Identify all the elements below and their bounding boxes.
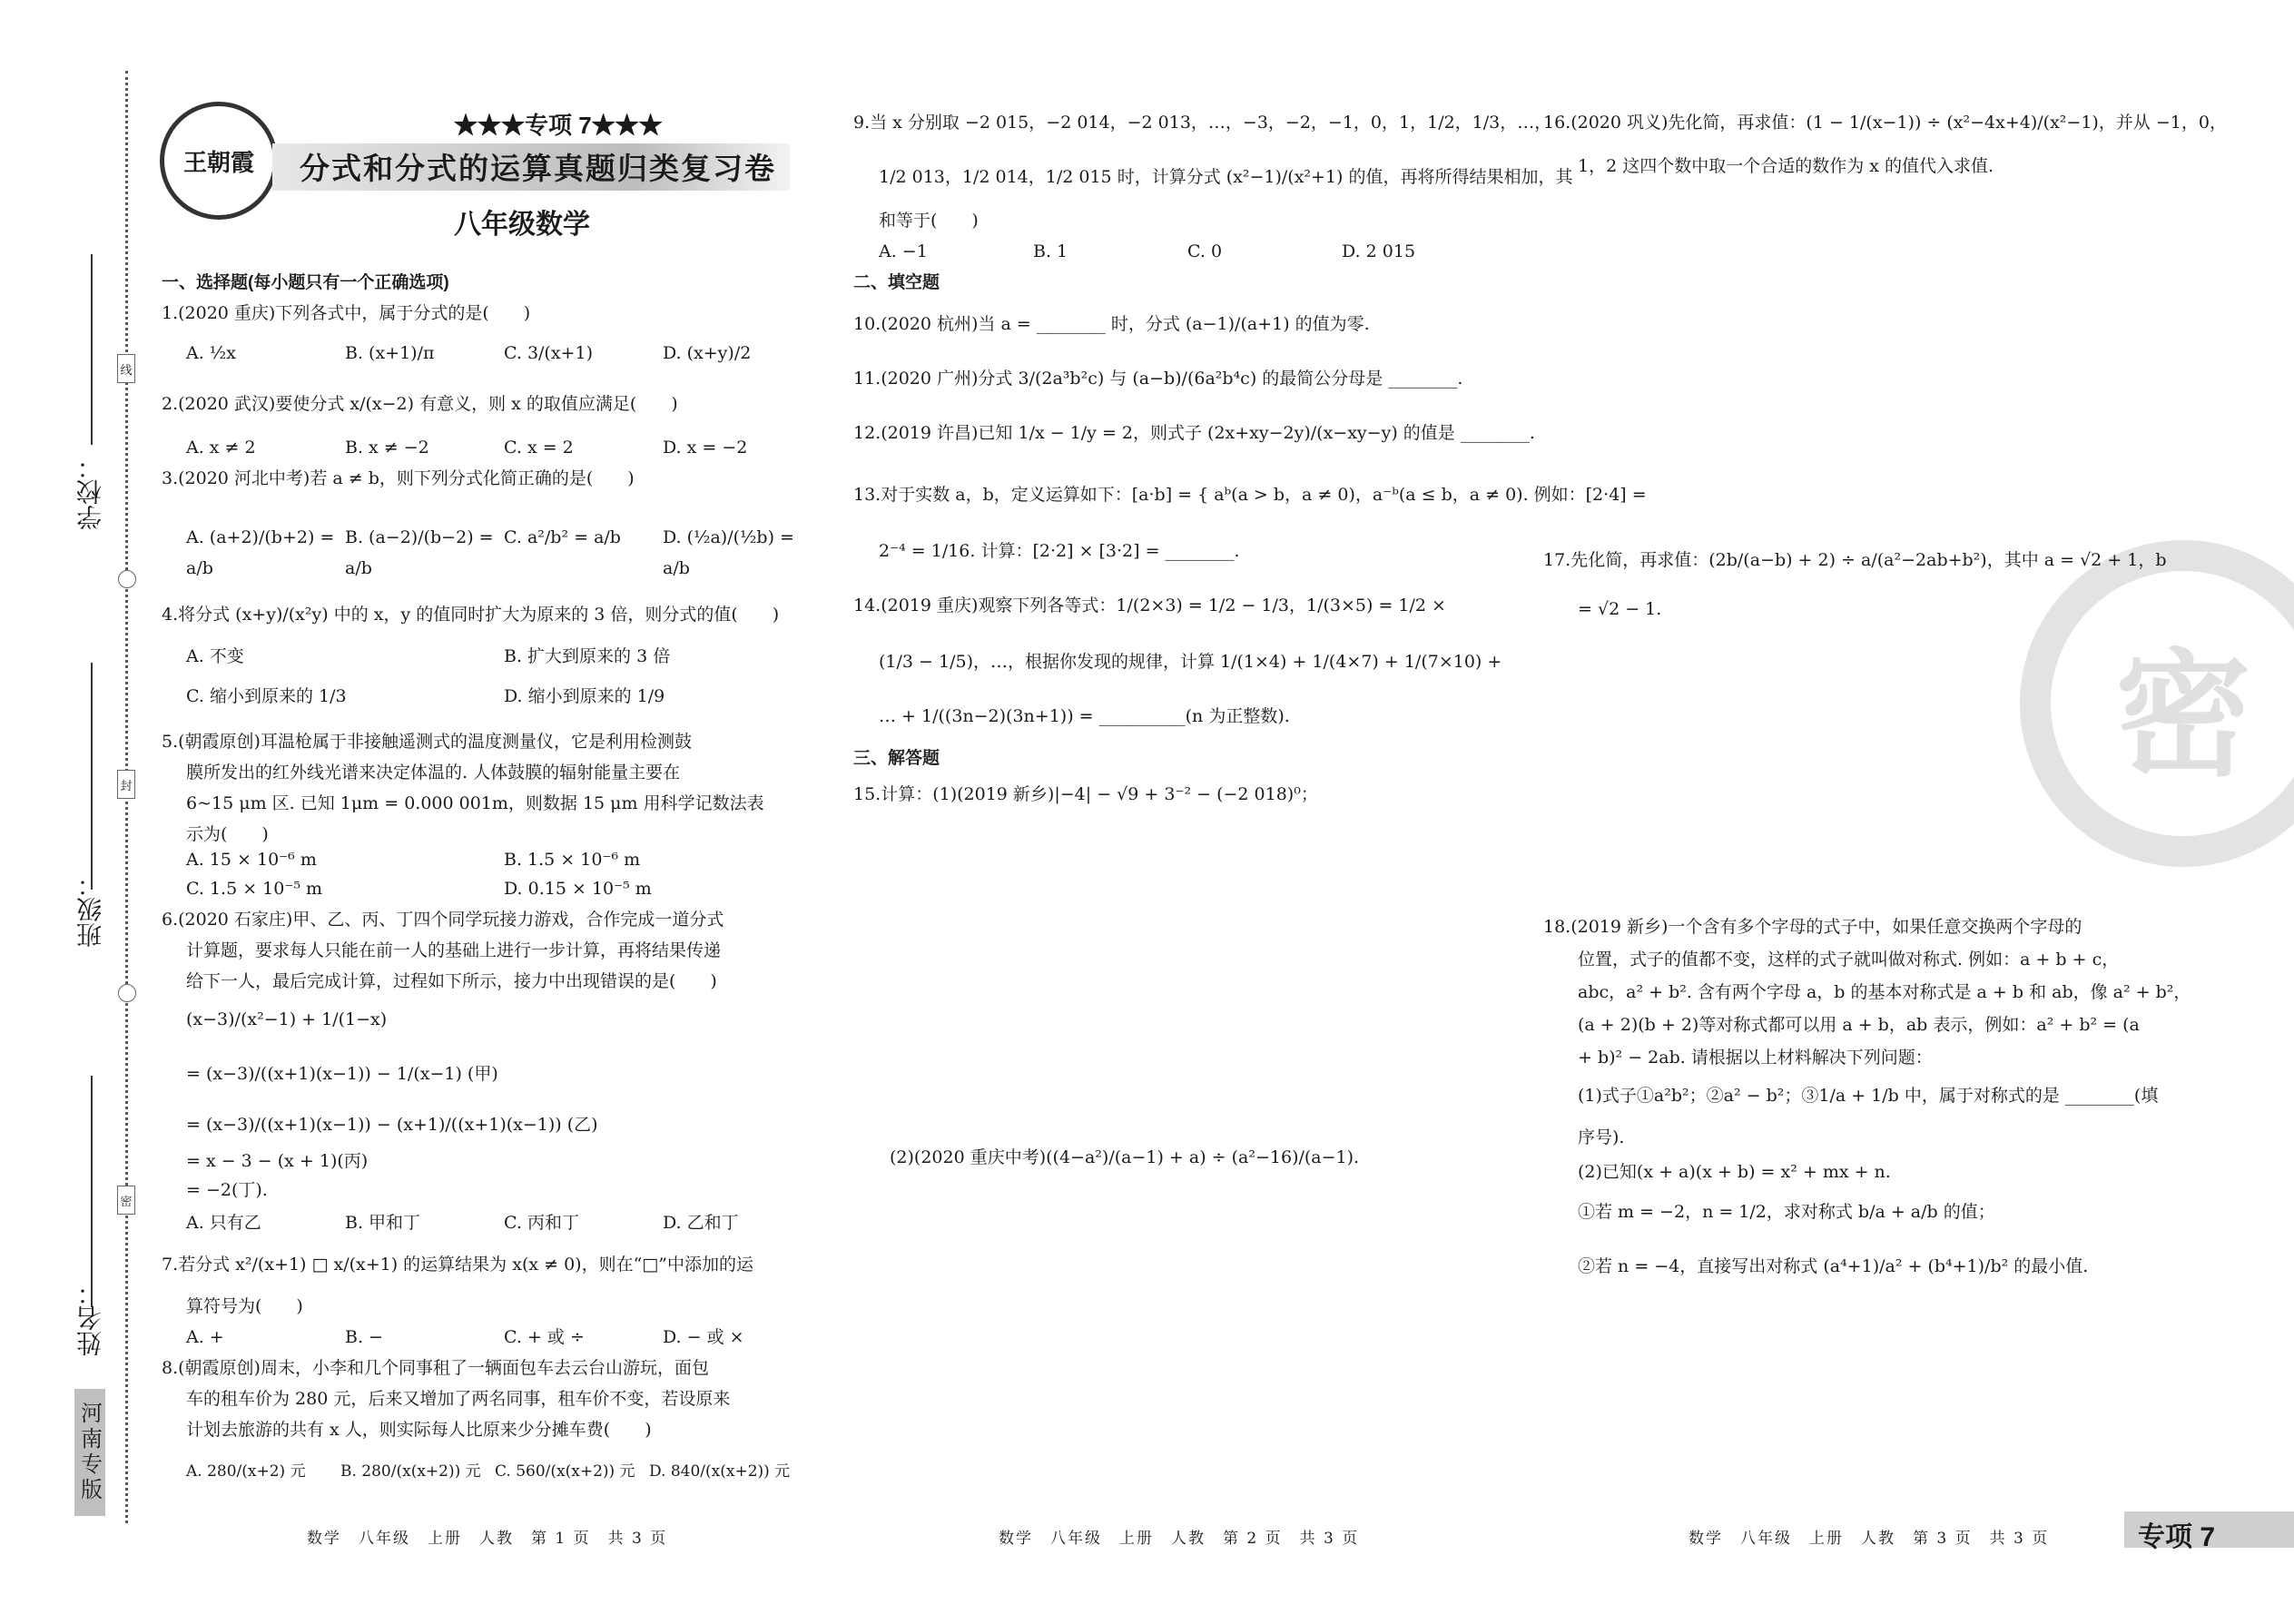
- question-10: 10.(2020 杭州)当 a = ________ 时，分式 (a−1)/(a+1) 的值为零.: [853, 314, 1370, 334]
- option: D. 乙和丁: [663, 1213, 739, 1233]
- option: C. 丙和丁: [504, 1213, 579, 1233]
- footer-page-2: 数学 八年级 上册 人教 第 2 页 共 3 页: [999, 1530, 1360, 1548]
- option: D. 2 015: [1342, 241, 1416, 261]
- question-2-options: [186, 432, 803, 463]
- section-choice-heading: 一、选择题(每小题只有一个正确选项): [162, 273, 449, 292]
- question-18-line: 位置，式子的值都不变，这样的式子就叫做对称式. 例如：a + b + c，: [1578, 950, 2120, 969]
- option: B. 1: [1033, 241, 1068, 261]
- question-6-line: 6.(2020 石家庄)甲、乙、丙、丁四个同学玩接力游戏，合作完成一道分式: [162, 910, 724, 930]
- question-16-line: 16.(2020 巩义)先化简，再求值：(1 − 1/(x−1)) ÷ (x²−4x+4)/(x²−1)，并从 −1，0，: [1543, 113, 2227, 133]
- question-4-options-row1: [186, 641, 803, 672]
- question-18-line: (1)式子①a²b²；②a² − b²；③1/a + 1/b 中，属于对称式的是 ________(填: [1578, 1086, 2159, 1106]
- option: C. 缩小到原来的 1/3: [186, 686, 347, 706]
- question-6-options: [186, 1207, 803, 1238]
- question-5-line: 5.(朝霞原创)耳温枪属于非接触遥测式的温度测量仪，它是利用检测鼓: [162, 732, 692, 752]
- question-12: 12.(2019 许昌)已知 1/x − 1/y = 2，则式子 (2x+xy−2y)/(x−xy−y) 的值是 ________.: [853, 423, 1535, 443]
- option: B. (x+1)/π: [345, 343, 435, 363]
- option: A. x ≠ 2: [186, 438, 256, 458]
- option: A. +: [186, 1327, 224, 1347]
- question-14-line: 14.(2019 重庆)观察下列各等式：1/(2×3) = 1/2 − 1/3，1/(3×5) = 1/2 ×: [853, 595, 1446, 615]
- option: B. x ≠ −2: [345, 438, 429, 458]
- question-1: 1.(2020 重庆)下列各式中，属于分式的是( ): [162, 303, 531, 323]
- mark-mi: 密: [117, 1186, 135, 1215]
- brand-logo: 王朝霞: [160, 102, 278, 220]
- question-7-options: [186, 1322, 803, 1353]
- option: C. 0: [1187, 241, 1223, 261]
- school-label: 学校：: [76, 454, 104, 530]
- option: D. (½a)/(½b) = a/b: [663, 527, 794, 578]
- question-5-line: 示为( ): [186, 824, 269, 844]
- option: B. 1.5 × 10⁻⁶ m: [504, 850, 641, 870]
- name-label: 姓名：: [76, 1280, 104, 1356]
- page-title: 分式和分式的运算真题归类复习卷: [300, 152, 776, 185]
- question-5-options-row1: [186, 844, 803, 875]
- option: C. 3/(x+1): [504, 343, 593, 363]
- question-9-line: 和等于( ): [879, 211, 979, 231]
- option: B. −: [345, 1327, 383, 1347]
- question-6-step: = −2(丁).: [186, 1180, 268, 1200]
- question-9-options: [879, 236, 1514, 267]
- question-16-line: 1，2 这四个数中取一个合适的数作为 x 的值代入求值.: [1578, 156, 1994, 176]
- question-6-step: = (x−3)/((x+1)(x−1)) − 1/(x−1) (甲): [186, 1064, 498, 1084]
- option: A. (a+2)/(b+2) = a/b: [186, 527, 335, 578]
- question-3-options: [186, 522, 803, 584]
- option: C. x = 2: [504, 438, 574, 458]
- option: A. ½x: [186, 343, 236, 363]
- option: C. 1.5 × 10⁻⁵ m: [186, 879, 323, 899]
- page-subtitle: 八年级数学: [454, 210, 590, 240]
- question-5-options-row2: [186, 873, 803, 904]
- option: A. 15 × 10⁻⁶ m: [186, 850, 317, 870]
- question-9-line: 9.当 x 分别取 −2 015，−2 014，−2 013，…，−3，−2，−1，0，1，1/2，1/3，…，: [853, 113, 1552, 133]
- option: A. 280/(x+2) 元: [186, 1462, 306, 1481]
- option: B. (a−2)/(b−2) = a/b: [345, 527, 494, 578]
- option: B. 280/(x(x+2)) 元: [340, 1462, 481, 1481]
- question-1-options: [186, 338, 803, 369]
- option: B. 扩大到原来的 3 倍: [504, 646, 671, 666]
- question-5-line: 膜所发出的红外线光谱来决定体温的. 人体鼓膜的辐射能量主要在: [186, 763, 681, 782]
- question-14-line: … + 1/((3n−2)(3n+1)) = __________(n 为正整数).: [879, 706, 1290, 726]
- question-13-line: 13.对于实数 a，b，定义运算如下：[a·b] = { aᵇ(a > b，a ≠ 0)，a⁻ᵇ(a ≤ b，a ≠ 0). 例如：[2·4] =: [853, 485, 1647, 505]
- question-7-line: 算符号为( ): [186, 1296, 303, 1316]
- question-6-line: 计算题，要求每人只能在前一人的基础上进行一步计算，再将结果传递: [186, 940, 722, 960]
- option: C. + 或 ÷: [504, 1327, 585, 1347]
- footer-page-3: 数学 八年级 上册 人教 第 3 页 共 3 页: [1689, 1530, 2050, 1548]
- topic-tag: 专项 7: [2138, 1522, 2216, 1552]
- option: D. 缩小到原来的 1/9: [504, 686, 665, 706]
- question-8-line: 计划去旅游的共有 x 人，则实际每人比原来少分摊车费( ): [186, 1420, 652, 1440]
- mark-xian: 线: [117, 354, 135, 383]
- option: B. 甲和丁: [345, 1213, 421, 1233]
- question-18-line: + b)² − 2ab. 请根据以上材料解决下列问题：: [1578, 1048, 1933, 1068]
- question-17-line: 17.先化简，再求值：(2b/(a−b) + 2) ÷ a/(a²−2ab+b²)，其中 a = √2 + 1，b: [1543, 550, 2167, 570]
- question-4: 4.将分式 (x+y)/(x²y) 中的 x，y 的值同时扩大为原来的 3 倍，则分式的值( ): [162, 605, 780, 625]
- question-8-line: 8.(朝霞原创)周末，小李和几个同事租了一辆面包车去云台山游玩，面包: [162, 1358, 709, 1378]
- binding-hole-2: [118, 984, 136, 1002]
- option: D. 840/(x(x+2)) 元: [649, 1462, 791, 1481]
- question-8-options: [186, 1456, 803, 1487]
- question-6-step: = (x−3)/((x+1)(x−1)) − (x+1)/((x+1)(x−1)) (乙): [186, 1115, 598, 1135]
- question-2: 2.(2020 武汉)要使分式 x/(x−2) 有意义，则 x 的取值应满足( ): [162, 394, 678, 414]
- question-8-line: 车的租车价为 280 元，后来又增加了两名同事，租车价不变，若设原来: [186, 1389, 731, 1409]
- option: C. a²/b² = a/b: [504, 527, 621, 547]
- question-4-options-row2: [186, 681, 803, 712]
- footer-page-1: 数学 八年级 上册 人教 第 1 页 共 3 页: [307, 1530, 668, 1548]
- question-9-line: 1/2 013，1/2 014，1/2 015 时，计算分式 (x²−1)/(x²+1) 的值，再将所得结果相加，其: [879, 167, 1573, 187]
- question-6-step: = x − 3 − (x + 1)(丙): [186, 1151, 369, 1171]
- question-6-step: (x−3)/(x²−1) + 1/(1−x): [186, 1009, 388, 1029]
- question-7-line: 7.若分式 x²/(x+1) □ x/(x+1) 的运算结果为 x(x ≠ 0)，则在“□”中添加的运: [162, 1255, 753, 1275]
- mark-feng: 封: [117, 770, 135, 799]
- question-18-line: 序号).: [1578, 1127, 1625, 1147]
- class-label: 班级：: [76, 871, 104, 948]
- section-fill-heading: 二、填空题: [853, 273, 940, 292]
- province-badge: 河南专版: [74, 1389, 105, 1516]
- watermark-seal: 密: [2020, 540, 2294, 867]
- binding-hole-1: [118, 570, 136, 588]
- option: C. 560/(x(x+2)) 元: [495, 1462, 635, 1481]
- name-underline: [91, 1076, 93, 1307]
- question-13-line: 2⁻⁴ = 1/16. 计算：[2·2] × [3·2] = ________.: [879, 541, 1240, 561]
- question-15-part1: 15.计算：(1)(2019 新乡)|−4| − √9 + 3⁻² − (−2 018)⁰；: [853, 784, 1318, 804]
- option: A. 不变: [186, 646, 244, 666]
- question-14-line: (1/3 − 1/5)，…，根据你发现的规律，计算 1/(1×4) + 1/(4×7) + 1/(7×10) +: [879, 652, 1502, 672]
- question-18-line: abc，a² + b². 含有两个字母 a，b 的基本对称式是 a + b 和 ab，像 a² + b²，: [1578, 982, 2191, 1002]
- series-label: ★★★专项 7★★★: [454, 112, 663, 139]
- class-underline: [91, 663, 93, 890]
- option: A. 只有乙: [186, 1213, 261, 1233]
- question-18-line: (a + 2)(b + 2)等对称式都可以用 a + b，ab 表示，例如：a² + b² = (a: [1578, 1015, 2140, 1035]
- question-15-part2: (2)(2020 重庆中考)((4−a²)/(a−1) + a) ÷ (a²−16)/(a−1).: [890, 1147, 1360, 1167]
- question-18-line: 18.(2019 新乡)一个含有多个字母的式子中，如果任意交换两个字母的: [1543, 917, 2082, 937]
- option: D. (x+y)/2: [663, 343, 752, 363]
- question-18-line: (2)已知(x + a)(x + b) = x² + mx + n.: [1578, 1162, 1891, 1182]
- school-underline: [91, 254, 93, 445]
- option: A. −1: [879, 241, 928, 261]
- question-5-line: 6~15 μm 区. 已知 1μm = 0.000 001m，则数据 15 μm 用科学记数法表: [186, 793, 764, 813]
- question-11: 11.(2020 广州)分式 3/(2a³b²c) 与 (a−b)/(6a²b⁴c) 的最简公分母是 ________.: [853, 369, 1463, 389]
- option: D. − 或 ×: [663, 1327, 744, 1347]
- option: D. x = −2: [663, 438, 748, 458]
- question-18-line: ②若 n = −4，直接写出对称式 (a⁴+1)/a² + (b⁴+1)/b² 的最小值.: [1578, 1256, 2089, 1276]
- question-18-line: ①若 m = −2，n = 1/2，求对称式 b/a + a/b 的值；: [1578, 1202, 1995, 1222]
- section-answer-heading: 三、解答题: [853, 749, 940, 768]
- question-3: 3.(2020 河北中考)若 a ≠ b，则下列分式化简正确的是( ): [162, 468, 635, 488]
- question-6-line: 给下一人，最后完成计算，过程如下所示，接力中出现错误的是( ): [186, 971, 717, 991]
- option: D. 0.15 × 10⁻⁵ m: [504, 879, 652, 899]
- question-17-line: = √2 − 1.: [1578, 599, 1662, 619]
